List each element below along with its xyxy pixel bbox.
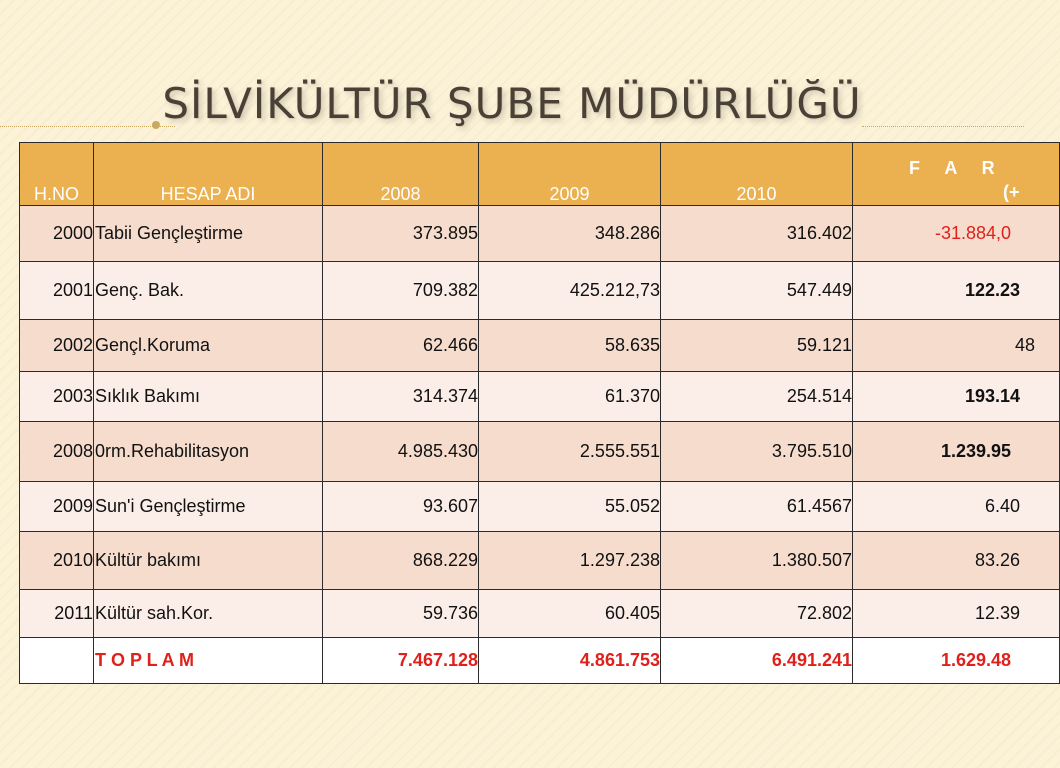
cell-name: Genç. Bak. [94, 262, 323, 320]
header-hno: H.NO [20, 143, 94, 206]
table-row [20, 482, 1060, 532]
table-row [20, 590, 1060, 638]
cell-fark: 12.39 [853, 590, 1060, 638]
cell-hno: 2010 [20, 532, 94, 590]
cell-fark: 48 [853, 320, 1060, 372]
table-row [20, 320, 1060, 372]
cell-2008: 314.374 [323, 372, 479, 422]
title-rule-dot [152, 121, 160, 129]
cell-name: Sun'i Gençleştirme [94, 482, 323, 532]
cell-total-2009: 4.861.753 [479, 638, 661, 684]
cell-2010: 3.795.510 [661, 422, 853, 482]
cell-2008: 93.607 [323, 482, 479, 532]
table-row [20, 262, 1060, 320]
cell-2009: 60.405 [479, 590, 661, 638]
cell-2008: 868.229 [323, 532, 479, 590]
table-row [20, 422, 1060, 482]
cell-2008: 4.985.430 [323, 422, 479, 482]
cell-total-2008: 7.467.128 [323, 638, 479, 684]
cell-2010: 59.121 [661, 320, 853, 372]
cell-name: Sıklık Bakımı [94, 372, 323, 422]
cell-2009: 1.297.238 [479, 532, 661, 590]
cell-2008: 709.382 [323, 262, 479, 320]
budget-table [19, 142, 1060, 684]
cell-2010: 547.449 [661, 262, 853, 320]
cell-hno: 2003 [20, 372, 94, 422]
table-row [20, 532, 1060, 590]
cell-total-fark: 1.629.48 [853, 638, 1060, 684]
cell-hno: 2001 [20, 262, 94, 320]
cell-hno: 2000 [20, 206, 94, 262]
cell-fark: -31.884,0 [853, 206, 1060, 262]
header-2009: 2009 [479, 143, 661, 206]
cell-hno: 2002 [20, 320, 94, 372]
table-header-row [20, 143, 1060, 206]
cell-2009: 61.370 [479, 372, 661, 422]
cell-2009: 425.212,73 [479, 262, 661, 320]
title-rule-left [0, 126, 175, 127]
cell-2010: 61.4567 [661, 482, 853, 532]
cell-2008: 59.736 [323, 590, 479, 638]
cell-name: Tabii Gençleştirme [94, 206, 323, 262]
header-fark-line2: (+ [1003, 182, 1020, 202]
cell-2009: 58.635 [479, 320, 661, 372]
table-total-row [20, 638, 1060, 684]
title-rule-right [862, 126, 1024, 127]
cell-fark: 83.26 [853, 532, 1060, 590]
cell-fark: 6.40 [853, 482, 1060, 532]
cell-2010: 316.402 [661, 206, 853, 262]
slide-title: SİLVİKÜLTÜR ŞUBE MÜDÜRLÜĞÜ [162, 79, 862, 128]
cell-name: Kültür sah.Kor. [94, 590, 323, 638]
table-row [20, 206, 1060, 262]
table-row [20, 372, 1060, 422]
header-fark [853, 143, 1060, 206]
cell-name: Gençl.Koruma [94, 320, 323, 372]
cell-2009: 2.555.551 [479, 422, 661, 482]
cell-2010: 254.514 [661, 372, 853, 422]
cell-hno: 2011 [20, 590, 94, 638]
cell-total-2010: 6.491.241 [661, 638, 853, 684]
cell-hno-empty [20, 638, 94, 684]
cell-2010: 72.802 [661, 590, 853, 638]
header-2008: 2008 [323, 143, 479, 206]
header-2010: 2010 [661, 143, 853, 206]
cell-hno: 2008 [20, 422, 94, 482]
cell-2009: 55.052 [479, 482, 661, 532]
cell-name: Kültür bakımı [94, 532, 323, 590]
header-hesap-adi: HESAP ADI [94, 143, 323, 206]
cell-fark: 122.23 [853, 262, 1060, 320]
cell-name: 0rm.Rehabilitasyon [94, 422, 323, 482]
cell-2008: 373.895 [323, 206, 479, 262]
cell-2009: 348.286 [479, 206, 661, 262]
cell-2008: 62.466 [323, 320, 479, 372]
cell-2010: 1.380.507 [661, 532, 853, 590]
header-fark-line1: F A R [909, 158, 1005, 178]
cell-fark: 193.14 [853, 372, 1060, 422]
cell-fark: 1.239.95 [853, 422, 1060, 482]
cell-hno: 2009 [20, 482, 94, 532]
cell-total-label: T O P L A M [94, 638, 323, 684]
